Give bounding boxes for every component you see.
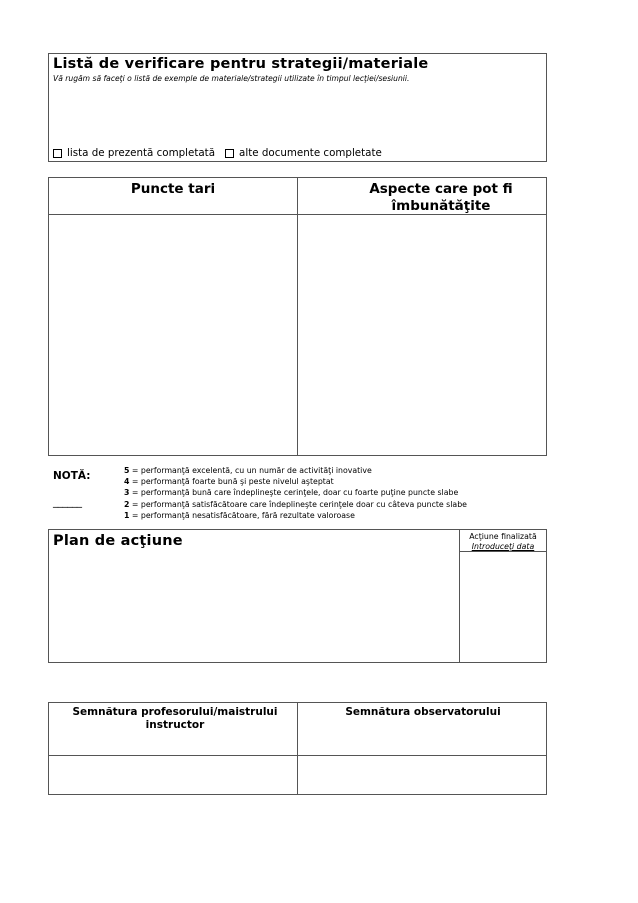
improvements-cell[interactable]: [298, 215, 546, 455]
checklist-title: Listă de verificare pentru strategii/materiale: [53, 56, 429, 72]
nota-label: NOTĂ:: [53, 470, 91, 482]
rating-scale-item: 3 = performanţă bună care îndeplineşte cerinţele, doar cu foarte puţine puncte slabe: [124, 488, 459, 498]
rating-scale-item: 1 = performanţă nesatisfăcătoare, fără rezultate valoroase: [124, 510, 355, 520]
nota-blank-line[interactable]: ______: [53, 496, 82, 508]
action-completed-label: Acţiune finalizată: [469, 532, 537, 541]
rating-scale-item: 4 = performanţă foarte bună şi peste nivelul aşteptat: [124, 477, 334, 487]
completion-date-cell[interactable]: [460, 552, 546, 662]
teacher-signature-line1: Semnătura profesorului/maistrului: [72, 706, 278, 718]
improvements-header: [341, 181, 541, 215]
teacher-signature-cell[interactable]: [49, 756, 297, 794]
improvements-header-line2: îmbunătăţite: [391, 198, 491, 214]
signatures-table: [48, 702, 547, 795]
other-docs-option[interactable]: [225, 147, 382, 159]
action-completed-header: [461, 532, 545, 552]
rating-scale-item: 2 = performanţă satisfăcătoare care îndeplineşte cerinţele doar cu câteva puncte slabe: [124, 499, 467, 509]
other-docs-option-label: alte documente completate: [239, 147, 382, 159]
strengths-header: Puncte tari: [130, 181, 216, 197]
materials-checklist-box: [48, 53, 547, 162]
teacher-signature-line2: instructor: [145, 719, 205, 731]
action-plan-box: [48, 529, 547, 663]
enter-date-label: Introduceţi data: [471, 542, 535, 551]
rating-scale: [124, 465, 467, 521]
checklist-options: [53, 147, 382, 159]
strengths-cell[interactable]: [49, 215, 297, 455]
strengths-table: [48, 177, 547, 456]
observer-signature-header: Semnătura observatorului: [345, 706, 501, 718]
attendance-option-label: lista de prezentă completată: [67, 147, 216, 159]
attendance-checkbox[interactable]: [53, 149, 62, 158]
teacher-signature-header: [59, 706, 291, 732]
observer-signature-cell[interactable]: [298, 756, 546, 794]
action-plan-cell[interactable]: [49, 552, 459, 662]
other-docs-checkbox[interactable]: [225, 149, 234, 158]
checklist-instructions: Vă rugăm să faceţi o listă de exemple de materiale/strategii utilizate în timpul lecţiei/sesiunii.: [53, 74, 410, 83]
action-plan-title: Plan de acţiune: [53, 533, 183, 549]
rating-scale-item: 5 = performanţă excelentă, cu un număr de activităţi inovative: [124, 466, 372, 475]
attendance-option[interactable]: [53, 147, 215, 159]
improvements-header-line1: Aspecte care pot fi: [369, 181, 513, 197]
